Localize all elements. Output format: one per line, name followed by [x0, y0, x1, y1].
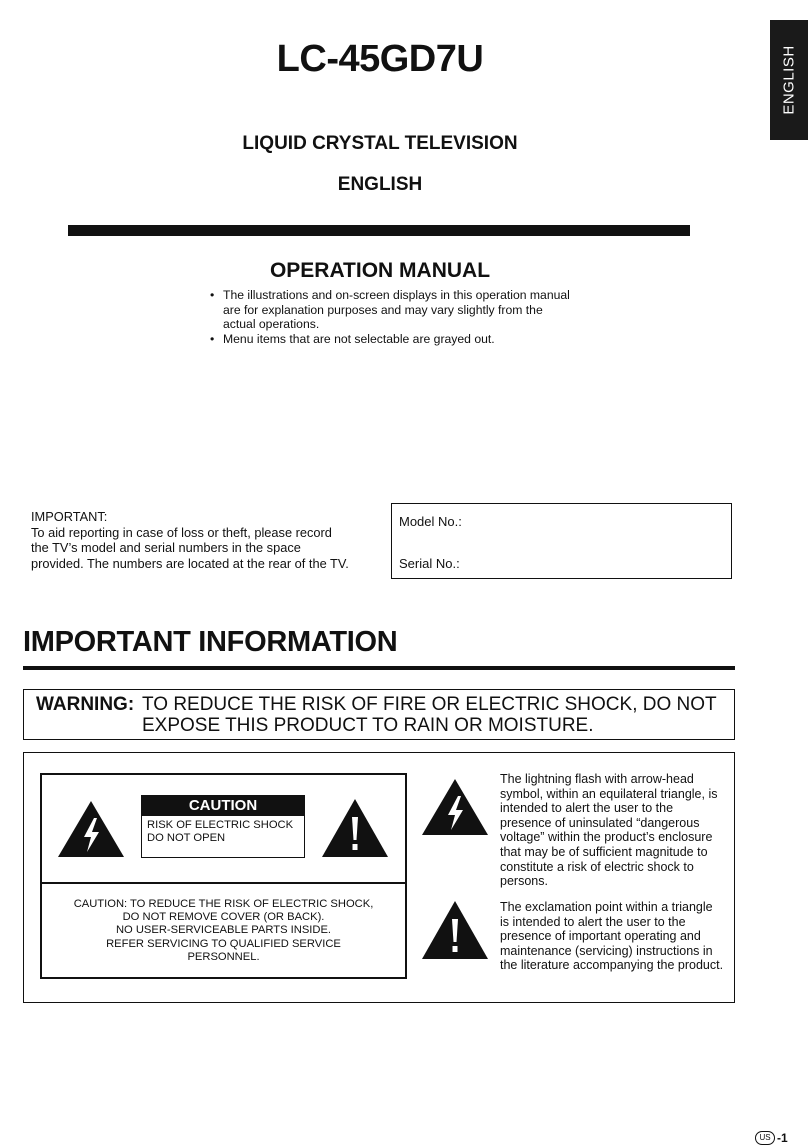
language-tab: [770, 20, 808, 140]
product-name: LIQUID CRYSTAL TELEVISION: [242, 133, 518, 154]
caution-instructions: [42, 898, 405, 964]
caution-inner-text: [147, 819, 293, 845]
manual-notes: [210, 288, 570, 346]
operation-manual-title: OPERATION MANUAL: [269, 259, 491, 282]
caution-instruction-line: PERSONNEL.: [187, 950, 260, 963]
header-divider: [68, 225, 690, 236]
language-tab-label: ENGLISH: [780, 45, 798, 115]
important-note-heading: IMPORTANT:: [31, 509, 108, 524]
lightning-triangle-icon: [56, 799, 126, 859]
caution-instruction-line: REFER SERVICING TO QUALIFIED SERVICE: [106, 937, 341, 950]
important-information-title: IMPORTANT INFORMATION: [23, 626, 398, 658]
serial-number-label: Serial No.:: [399, 556, 460, 571]
section-divider: [23, 666, 735, 670]
lightning-symbol-description: The lightning flash with arrow-head symbol, within an equilateral triangle, is intended to alert the user to the presence of uninsulated “dangerous voltage” within the product’s enclosure that may be of sufficient magnitude to constitute a risk of electric shock to persons.: [500, 772, 718, 889]
page-number-value: -1: [777, 1131, 788, 1145]
model-number: LC-45GD7U: [276, 38, 484, 80]
caution-instruction-line: CAUTION: TO REDUCE THE RISK OF ELECTRIC SHOCK,: [73, 898, 374, 910]
caution-header: CAUTION: [142, 796, 304, 816]
caution-instruction-line: DO NOT REMOVE COVER (OR BACK).: [122, 911, 325, 924]
us-region-badge: US: [755, 1131, 775, 1145]
exclamation-triangle-icon: [320, 797, 390, 859]
manual-note: • The illustrations and on-screen displays in this operation manual are for explanation purposes and may vary slightly from the actual operations.: [210, 288, 570, 332]
caution-line: RISK OF ELECTRIC SHOCK: [147, 819, 294, 831]
serial-record-box: [391, 503, 732, 579]
caution-divider: [40, 882, 407, 884]
caution-instruction-line: NO USER-SERVICEABLE PARTS INSIDE.: [115, 924, 332, 937]
exclamation-symbol-description: The exclamation point within a triangle is intended to alert the user to the presence of important operating and maintenance (servicing) instructions in the literature accompanying the product.: [500, 900, 724, 973]
warning-text: TO REDUCE THE RISK OF FIRE OR ELECTRIC SHOCK, DO NOT EXPOSE THIS PRODUCT TO RAIN OR MOISTURE.: [142, 694, 717, 736]
lightning-triangle-icon: [420, 777, 490, 837]
important-note-text: To aid reporting in case of loss or theft, please record the TV’s model and serial numbers in the space provided. The numbers are located at the rear of the TV.: [31, 524, 349, 571]
warning-box: [23, 689, 735, 740]
warning-label: WARNING:: [36, 694, 135, 715]
caution-inner-panel: [141, 795, 305, 858]
caution-line: DO NOT OPEN: [147, 832, 226, 844]
important-note: [31, 509, 351, 571]
manual-note: • Menu items that are not selectable are grayed out.: [210, 332, 570, 347]
manual-language: ENGLISH: [337, 174, 423, 195]
exclamation-triangle-icon: [420, 899, 490, 961]
model-number-label: Model No.:: [399, 514, 462, 529]
